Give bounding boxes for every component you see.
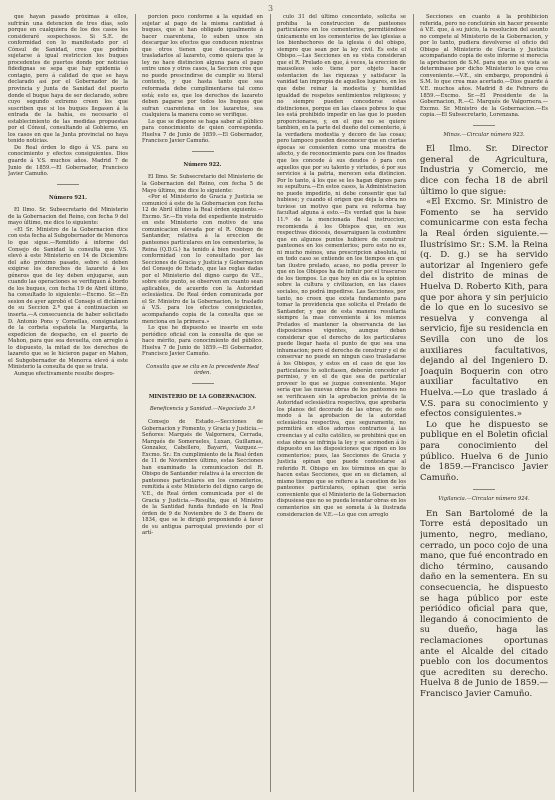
paragraph: Lo que he dispuesto se publique en el Boletin oficial para conocimiento del público. Huelva 6 de Junio de 1859.—Francisco Javier Camuño.	[420, 419, 548, 483]
paragraph: El Ilmo. Sr. Subsecretario del Ministerio de la Gobernacion del Reino, con fecha 5 de Mayo último, me dice lo siguiente:	[142, 174, 263, 194]
separator	[192, 383, 214, 384]
paragraph: Secciones en cuanto á la prohibicion referida, pero no concluirán sin hacer presente á V.E. que, á su juicio, la resolucion del asunto no compete al Ministerio de la Gobernacion, y por lo tanto, pudiera devolverse el oficio del Obispo al Ministerio de Gracia y Justicia acompañando copia de este informe si merecia la aprobacion de S.M. para que en su vista se determinase por dicho Ministerio lo que crea conveniente.—V.E., sin embargo, propondrá á S.M. lo que crea mas acertado.—Dios guarde á V.E. muchos años. Madrid 8 de Febrero de 1859.—Excmo. Sr.—El Presidente de la Gobernacion, R.—C. Marqués de Valgornera.—Excmo. Sr. Ministro de la Gobernacion.—Es copia.—El Subsecretario, Lorenzana.	[420, 14, 548, 119]
separator	[473, 125, 495, 126]
paragraph: Consejo de Estado.—Secciones de Gobernacion y Fomento, y Gracia y Justicia.—Señores: Marqués de Valgornera, Cerrada, Marqués de Somerueles, Luxan, Guillamas, Gonzalez, Cabellero, Bayarri, Vazquez.—Excmo. Sr.: En cumplimiento de la Real órden de 11 de Noviembre último, estas Secciones han examinado la comunicacion del R. Obispo de Santander relativa á la ereccion de panteones particulares en los cementerios, remitida á este Ministerio del digno cargo de V.E., de Real órden comunicada por el de Gracia y Justicia.—Resulta, que el Ministro de la Santidad funda fundado en la Real órden de 9 de Noviembre de 3 de Enero de 1834, que se le dirigió proponiendo á favor de su antigua parroquial previendo por el artí-	[142, 418, 263, 537]
section-heading: Minas.—Circular número 923.	[443, 131, 525, 138]
negociado-subheading: Beneficencia y Sanidad.—Negociado 3.º	[149, 406, 256, 413]
section-heading: Número 922.	[183, 161, 222, 168]
consulta-caption: Consulta que se cita en la precedente Real órden.	[146, 363, 259, 377]
paragraph: El Ilmo. Sr. Director general de Agricultura, Industria y Comercio, me dice con fecha 18 de abril último lo que sigue:	[420, 144, 548, 197]
paragraph: Aunque efectivamente resulte despro-	[14, 370, 115, 377]
paragraph: «Por el Ministerio de Gracia y Justicia se comunicó á este de la Gobernacion con fecha 12 de Abril último la Real órden siguiente.—Excmo. Sr.—En vista del expediente instruido en este Ministerio con motivo de una comunicacion elevada por el R. Obispo de Santander, relativa á la ereccion de panteones particulares en los cementerios, la Reina (Q.D.G.) ha tenido á bien resolver, de conformidad con lo consultado por las Secciones de Gracia y Justicia y Gobernacion del Consejo de Estado, que las reglas dadas por el Ministerio del digno cargo de V.E., sobre este punto, se observen en cuanto sean aplicables, de acuerdo con la Autoridad eclesiástica. De Real órden comunicada por el Sr. Ministro de la Gobernacion, lo traslado á V.S. para los efectos consiguientes, acompañando copia de la consulta que se menciona en la primera.»	[142, 194, 263, 325]
page-number: 3	[268, 4, 274, 13]
column-4	[420, 14, 548, 792]
section-heading: Número 921.	[49, 194, 87, 201]
paragraph: «El Excmo. Sr. Ministro de Fomento se ha servido comunicarme con esta fecha la Real órden siguiente.—Ilustrísimo Sr.: S.M. la Reina (q. D. g.) se ha servido autorizar al Ingeniero gefe del distrito de minas de Huelva D. Roberto Kith, para que por ahora y sin perjuicio de lo que en lo sucesivo se resuelva y convenga al servicio, fije su residencia en Sevilla con uno de los auxiliares facultativos, dejando al del Ingeniero D. Joaquin Boquerin con otro auxiliar facultativo en Huelva.—Lo que traslado á V.S. para su conocimiento y efectos consiguientes.»	[420, 197, 548, 420]
paragraph: culo 31 del último concordato, solicita se prohiba la construccion de panteones particulares en los cementerios, permitiéndose únicamente en los cementerios de las iglesias a los bienhechores de la iglesia ó del obispo, siempre que sean por la ley civil. Es este el Obispo.—Las Secciones en su vista consideran que el R. Prelado en que, á veces, la ereccion de mausoleos solo tiene por objeto hacer ostentacion de las riquezas y satisfacer la vanidad tan impropia de aquellos lugares, en los que debe reinar la modestia y humildad igualdad de respetos sentimientos religiosos; y no siempre pueden concederse estas distinciones, porque en las clases pobres lo que les está prohibido impedir en las que lo pueden proporcionarse, y, en el que no se quiere tambien, en la parte del dueño del cementerio, á la verdadera modestia y decoro de las cosas; pero tampoco pueden desconocer que en ciertas épocas se consienten como una muestra de afecto, y de reconocimiento para con los finados que les concede á sus deudos ó para con aquellos que por su talento y virtudes, ó por sus servicios á la patria, merecen esta distincion. Por lo tanto, á los que se les hagan dignos para su sepultura.—En estos casos, la Administracion no puede impedirlo, ni debe consentir que tal hubiese; y cuando el origen que deja la obra no tuviese un motivo que para su reforma hay facultad alguna á esto.—Es verdad que la base 11.ª de la mencionada Real instruccion, recomienda á los Obispos que, en sus respectivas diócesis, desarraiguen la costumbre que en algunos puntos hubiere de construir panteones en los cementerios; pero esto no es, ni mucho ménos, una prescripcion absoluta, ni en todo caso se entiende en los tiempos en que tan ilustre prelado, acaso, no podia prever lo que en los Obispos ha de influir por el trascurso de los tiempos. Lo que hoy en día es la opinion sobre la cultura y civilizacion, en las clases sociales, no podrá impedirse. Las Secciones, por tanto, no creen que exista fundamento para tomar la providencia que solicita el Prelado de Santander, y que de esta manera resultaria siempre la mas conveniente á los mismos Prelados el mantener la observancia de las disposiciones vigentes, aunque deban considerar que el derecho de los particulares puede llegar hasta el punto de que sea una inhumacion; pero el derecho de construir y el de conservar no puede en ningun caso trasladarse á los Obispos, y estos en el caso de que los particulares lo solicitasen, deberán conceder el permiso, y en el de que sea de particular proveer lo que se juzgue conveniente. Mejor sería que las nuevas obras de los panteones no se verificasen sin la aprobacion prévia de la Autoridad eclesiástica respectiva, que aprobaria los planos del decorado de las obras; de este modo á la aprobacion de la autoridad eclesiástica respectiva, que seguramente, no permitirá en ellos adornos contrarios á las creencias y al culto católico, se prohibirá que en estas obras se infrinja la ley y se acomoden á lo dispuesto en las disposiciones que rigen en los cementerios; pues, las Secciones de Gracia y Justicia opinan que puede contestarse al referido R. Obispo en los términos en que lo hacen estas Secciones, que en su dictamen, al mismo tiempo que se refiere a la cuestion de los panteones particulares, opinan que sería conveniente que el Ministerio de la Gobernacion dispusiese que no se pueda levantar obras en los cementerios sin que se someta á la ilustrada consideracion de V.E.—Lo que con arreglo	[277, 14, 406, 518]
paragraph: porcion poco conforme á la equidad en sujetar al pago de la misma cantidad á buques, que si han obligado igualmente á hacer cuarentena, lo suben unos sin descargar los efectos que conducen mientras que otros tienen que descargarlos y trasladarlos al lazareto, como quiera que la ley no hace distincion alguna para el pago entre unos y otros casos, la Seccion cree que no puede prescindirse de cumplir su literal contexto, y que hasta tanto que sea reformada debe cumplimentarse tal como está; esto es, que los derechos de lazareto deben pagarse por todos los buques que sufran cuarentena en los lazaretos, sea cualquiera la manera como se verifique.	[142, 14, 263, 119]
paragraph: «El Sr. Ministro de la Gobernacion dice con esta fecha al Subgobernador de Menorca lo que sigue.—Remitido á informe del Consejo de Sanidad la consulta que V.S. elevó á este Ministerio en 14 de Diciembre del año próximo pasado, sobre si deben exigirse los derechos de lazareto á los géneros que de ley deben enjugarse, aun cuando las operaciones se verifiquen á bordo de los buques, con fecha 19 de Abril último, ha consultado lo siguiente:—Excmo. Sr.—En sesion de ayer aprobó el Consejo el dictámen de su Seccion 2.ª que á continuacion se inserta.—A consecuencia de haber solicitado D. Antonio Pons y Cornellas, consignatario de la corbeta española la Margarita, la expedicion de despacho, en el puerto de Mahon, para que sea devuelta, con arreglo á lo dispuesto, la mitad de los derechos de lazareto que se le hicieron pagar en Mahon, el Subgobernador de Menorca elevó á este Ministerio la consulta de que se trata.	[8, 226, 128, 371]
separator	[57, 184, 79, 185]
column-1	[8, 14, 128, 792]
column-3	[277, 14, 406, 792]
column-divider	[270, 14, 271, 792]
ministry-heading: MINISTERIO DE LA GOBERNACION.	[148, 393, 257, 400]
paragraph: que hayan pasado próximas á ellos, sufrirán una detencion de tres días, solo porque en cualquiera de los dos casos les consideraré sospechosos. Si S.E. de conformidad con lo manifestado por el Cónsul de Sanidad, cree que podrán sujetarse á igual restriccion los buques procedentes de puertos donde por noticias fidedignas se sepa que hay epidemia ó contagio, pero á calidad de que se haya declarado así por el Gobernador de la provincia y Junta de Sanidad del puerto donde el buque haya de ser declarado, sobre cuyo segundo extremo creen los que suscriben que si los buques llegasen á la entrada de la bahía, es necesario el establecimiento de las medidas propuestas por el Cónsul, consultando al Gobierno, en los casos en que la Junta provincial no haya tenido noticias.	[8, 14, 128, 145]
column-divider	[413, 14, 414, 792]
paragraph: De Real órden lo digo á V.S. para su conocimiento y efectos consiguientes. Dios guarde á V.S. muchos años. Madrid 7 de Junio de 1859.—El Gobernador, Francisco Javier Camuño.	[8, 144, 128, 178]
separator	[473, 489, 495, 490]
section-heading: Vigilancia.—Circular número 924.	[438, 496, 530, 503]
column-2	[142, 14, 263, 792]
paragraph: En San Bartolomé de la Torre está depositado un jumento, negro, mediano, cerrado, un poco cojo de una mano, que fué encontrado en dicho término, causando daño en la sementera. En su consecuencia, he dispuesto se haga público por este periódico oficial para que, llegando á conocimiento de su dueño, haga las reclamaciones oportunas ante el Alcalde del citado pueblo con los documentos que acrediten su derecho. Huelva 8 de Junio de 1859.—Francisco Javier Camuño.	[420, 508, 548, 699]
paragraph: El Ilmo. Sr. Subsecretario del Ministerio de la Gobernacion del Reino, con fecha 9 del mayo último, me dice lo siguiente:	[8, 207, 128, 227]
column-divider	[135, 14, 136, 792]
paragraph: Lo que he dispuesto se inserte en este periódico oficial con la consulta de que se hace mérito, para conocimiento del público. Huelva 7 de Junio de 1859.—El Gobernador, Francisco Javier Camuño.	[142, 325, 263, 358]
paragraph: Lo que se dispone se haga saber al público para conocimiento de quien corresponda. Huelva 7 de Junio de 1859.—El Gobernador, Francisco Javier Camuño.	[142, 118, 263, 145]
separator	[192, 151, 214, 152]
